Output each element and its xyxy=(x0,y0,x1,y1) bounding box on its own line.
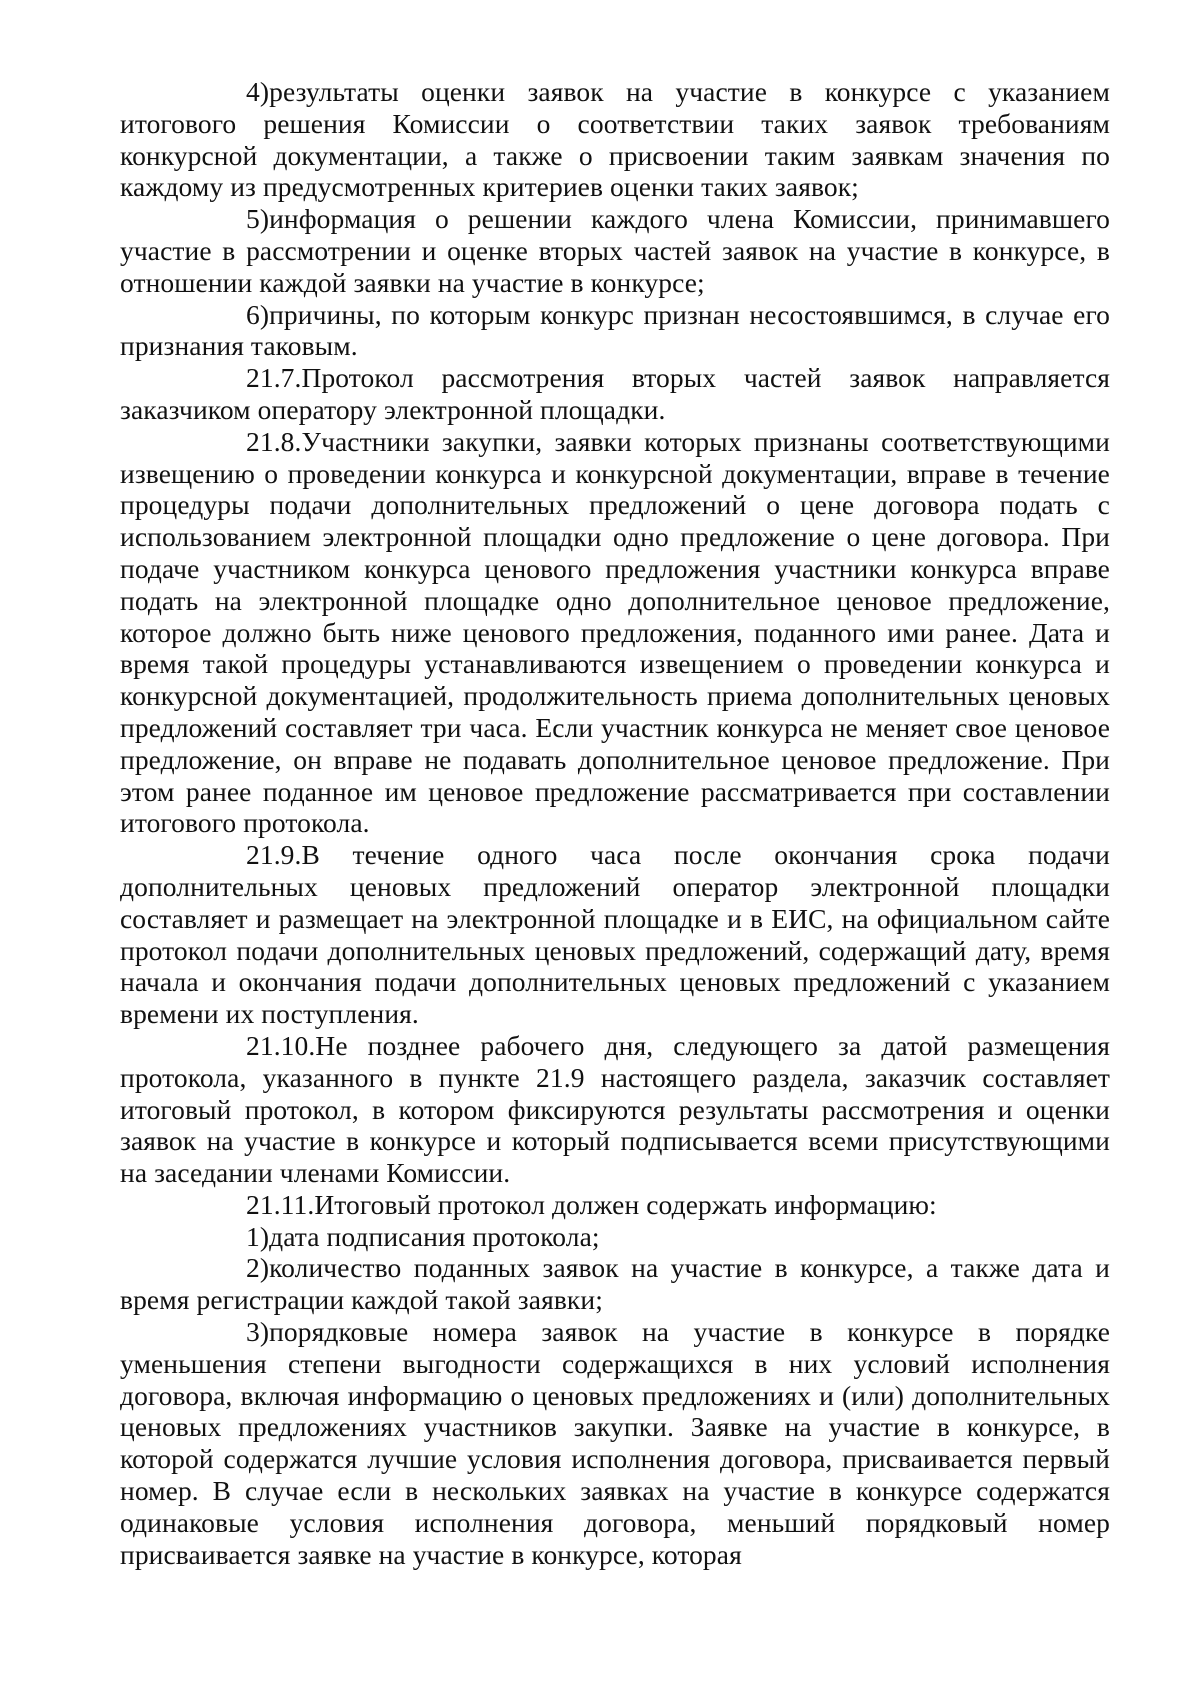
item-text: результаты оценки заявок на участие в конкурсе с указанием итогового решения Комиссии о соответствии таких заявок требованиям конкурсной документации, а также о присвоении таким заявкам значения по каждому из предусмотренных критериев оценки таких заявок; xyxy=(120,76,1110,203)
list-item xyxy=(120,203,1110,298)
item-text: информация о решении каждого члена Комиссии, принимавшего участие в рассмотрении и оценке вторых частей заявок на участие в конкурсе, в отношении каждой заявки на участие в конкурсе; xyxy=(120,203,1110,298)
item-number: 5) xyxy=(246,203,270,235)
clause-number: 21.7. xyxy=(246,362,302,394)
item-number: 3) xyxy=(246,1316,270,1348)
clause xyxy=(120,426,1110,839)
list-item xyxy=(120,1252,1110,1316)
clause xyxy=(120,1189,1110,1221)
list-item xyxy=(120,299,1110,363)
item-text: причины, по которым конкурс признан несостоявшимся, в случае его признания таковым. xyxy=(120,298,1110,362)
list-item xyxy=(120,1221,1110,1253)
clause-number: 21.10. xyxy=(246,1029,316,1061)
item-text: порядковые номера заявок на участие в конкурсе в порядке уменьшения степени выгодности содержащихся в них условий исполнения договора, включая информацию о ценовых предложениях и (или) дополнительных ценовых предложениях участников закупки. Заявке на участие в конкурсе, в которой содержатся лучшие условия исполнения договора, присваивается первый номер. В случае если в нескольких заявках на участие в конкурсе содержатся одинаковые условия исполнения договора, меньший порядковый номер присваивается заявке на участие в конкурсе, которая xyxy=(120,1316,1110,1570)
item-text: дата подписания протокола; xyxy=(269,1220,600,1252)
item-number: 2) xyxy=(246,1252,270,1284)
document-body xyxy=(120,76,1110,1570)
item-number: 1) xyxy=(246,1220,270,1252)
clause xyxy=(120,362,1110,426)
clause-text: Не позднее рабочего дня, следующего за датой размещения протокола, указанного в пункте 21.9 настоящего раздела, заказчик составляет итоговый протокол, в котором фиксируются результаты рассмотрения и оценки заявок на участие в конкурсе и который подписывается всеми присутствующими на заседании членами Комиссии. xyxy=(120,1029,1110,1189)
list-item xyxy=(120,76,1110,203)
clause-text: Итоговый протокол должен содержать информацию: xyxy=(314,1188,937,1220)
clause-text: В течение одного часа после окончания срока подачи дополнительных ценовых предложений оператор электронной площадки составляет и размещает на электронной площадке и в ЕИС, на официальном сайте протокол подачи дополнительных ценовых предложений, содержащий дату, время начала и окончания подачи дополнительных ценовых предложений с указанием времени их поступления. xyxy=(120,839,1110,1030)
item-number: 4) xyxy=(246,76,270,107)
item-text: количество поданных заявок на участие в конкурсе, а также дата и время регистрации каждой такой заявки; xyxy=(120,1252,1110,1316)
clause-text: Участники закупки, заявки которых признаны соответствующими извещению о проведении конкурса и конкурсной документации, вправе в течение процедуры подачи дополнительных предложений о цене договора подать с использованием электронной площадки одно предложение о цене договора. При подаче участником конкурса ценового предложения участники конкурса вправе подать на электронной площадке одно дополнительное ценовое предложение, которое должно быть ниже ценового предложения, поданного ими ранее. Дата и время такой процедуры устанавливаются извещением о проведении конкурса и конкурсной документацией, продолжительность приема дополнительных ценовых предложений составляет три часа. Если участник конкурса не меняет свое ценовое предложение, он вправе не подавать дополнительное ценовое предложение. При этом ранее поданное им ценовое предложение рассматривается при составлении итогового протокола. xyxy=(120,425,1110,839)
clause xyxy=(120,1030,1110,1189)
list-item xyxy=(120,1316,1110,1570)
clause-text: Протокол рассмотрения вторых частей заявок направляется заказчиком оператору электронной площадки. xyxy=(120,362,1110,425)
item-number: 6) xyxy=(246,298,270,330)
clause-number: 21.9. xyxy=(246,839,302,871)
clause-number: 21.8. xyxy=(246,425,302,457)
clause-number: 21.11. xyxy=(246,1188,315,1220)
clause xyxy=(120,839,1110,1030)
